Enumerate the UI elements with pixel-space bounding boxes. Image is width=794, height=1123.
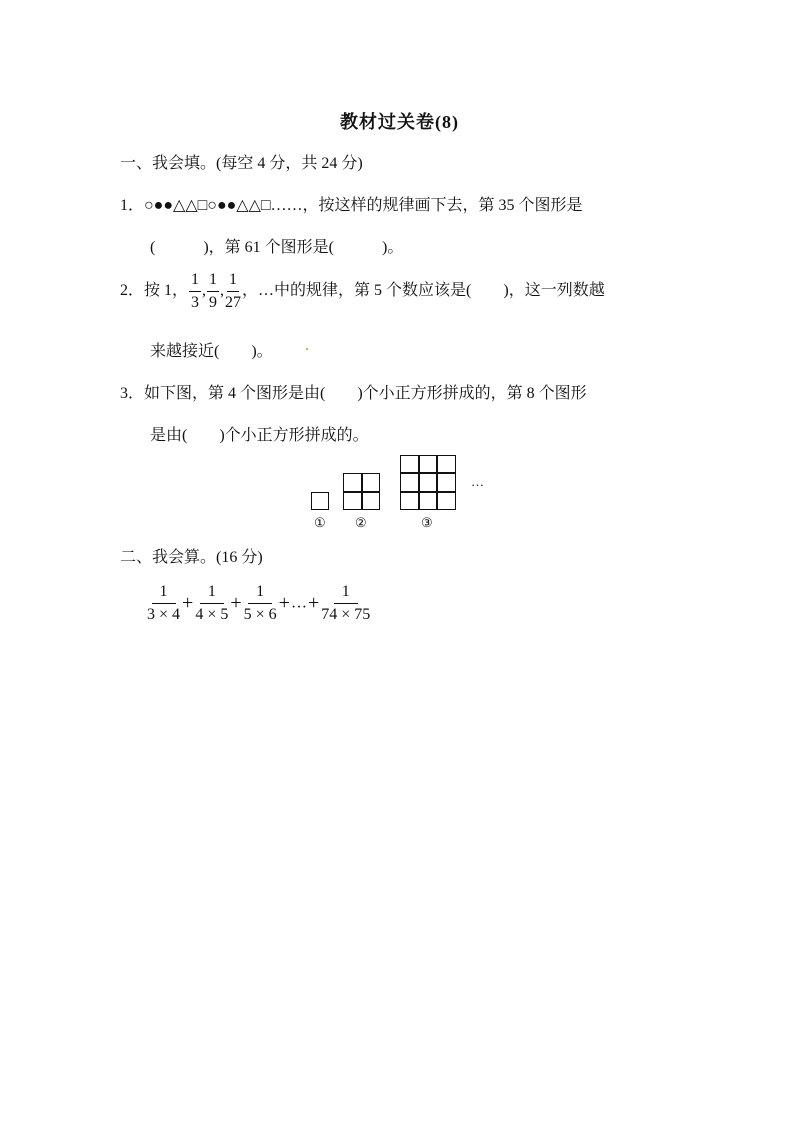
q3-number: 3． [120, 385, 145, 402]
plus-sign: + [278, 592, 290, 614]
stray-dot [306, 348, 308, 350]
q2-fraction-1-den: 3 [191, 294, 200, 311]
q3-text-line1: 如下图，第 4 个图形是由( )个小正方形拼成的，第 8 个图形 [144, 385, 587, 402]
calc-term-4-num: 1 [334, 584, 358, 604]
q1-number: 1． [120, 197, 145, 214]
q3-text-line2: 是由( )个小正方形拼成的。 [150, 427, 369, 444]
calc-term-2 [195, 584, 228, 623]
figure-1-grid [311, 492, 329, 510]
page-title: 教材过关卷(8) [340, 112, 459, 132]
calc-term-3-num: 1 [248, 584, 272, 604]
calc-expression [146, 584, 371, 623]
q2-fraction-3-num: 1 [227, 272, 239, 292]
plus-sign: + [182, 592, 194, 614]
q2-fraction-2 [207, 272, 219, 311]
calc-term-2-den: 4 × 5 [195, 606, 229, 623]
calc-term-2-num: 1 [200, 584, 224, 604]
calc-term-1 [147, 584, 180, 623]
q2-fraction-2-den: 9 [209, 294, 218, 311]
calc-term-3 [244, 584, 277, 623]
q2-line1 [120, 272, 605, 311]
q2-suffix: ，…中的规律，第 5 个数应该是( )，这一列数越 [242, 282, 605, 300]
calc-term-4 [321, 584, 370, 623]
figure-3-label: ③ [421, 515, 433, 530]
figure-1-label: ① [314, 515, 326, 530]
q2-fraction-2-num: 1 [207, 272, 219, 292]
plus-sign: + [307, 592, 320, 614]
q3-line1 [120, 380, 587, 403]
q1-text-line2: ( )，第 61 个图形是( )。 [150, 239, 404, 256]
calc-term-1-num: 1 [152, 584, 176, 604]
q2-number: 2． [120, 282, 145, 300]
q1-text-line1: ○●●△△□○●●△△□……，按这样的规律画下去，第 35 个图形是 [144, 197, 583, 214]
q2-fraction-3 [225, 272, 241, 311]
q2-sep-1: , [202, 282, 207, 300]
figure-2-grid [343, 473, 380, 510]
plus-sign: + [230, 592, 242, 614]
q1-line1 [120, 192, 583, 215]
section2-heading: 二、我会算。(16 分) [120, 549, 263, 566]
q2-text-line2: 来越接近( )。 [150, 343, 273, 360]
figure-3-grid [400, 455, 456, 510]
section1-heading: 一、我会填。(每空 4 分，共 24 分) [120, 155, 363, 172]
figure-2-label: ② [355, 515, 367, 530]
calc-term-4-den: 74 × 75 [321, 606, 371, 623]
q2-fraction-1 [189, 272, 201, 311]
calc-term-1-den: 3 × 4 [147, 606, 181, 623]
q2-fraction-1-num: 1 [189, 272, 201, 292]
q2-prefix: 按 1， [144, 282, 189, 300]
figure-ellipsis: … [471, 474, 484, 489]
calc-ellipsis: … [290, 594, 307, 612]
q2-fraction-3-den: 27 [225, 294, 242, 311]
calc-term-3-den: 5 × 6 [243, 606, 277, 623]
q2-sep-2: , [220, 282, 225, 300]
